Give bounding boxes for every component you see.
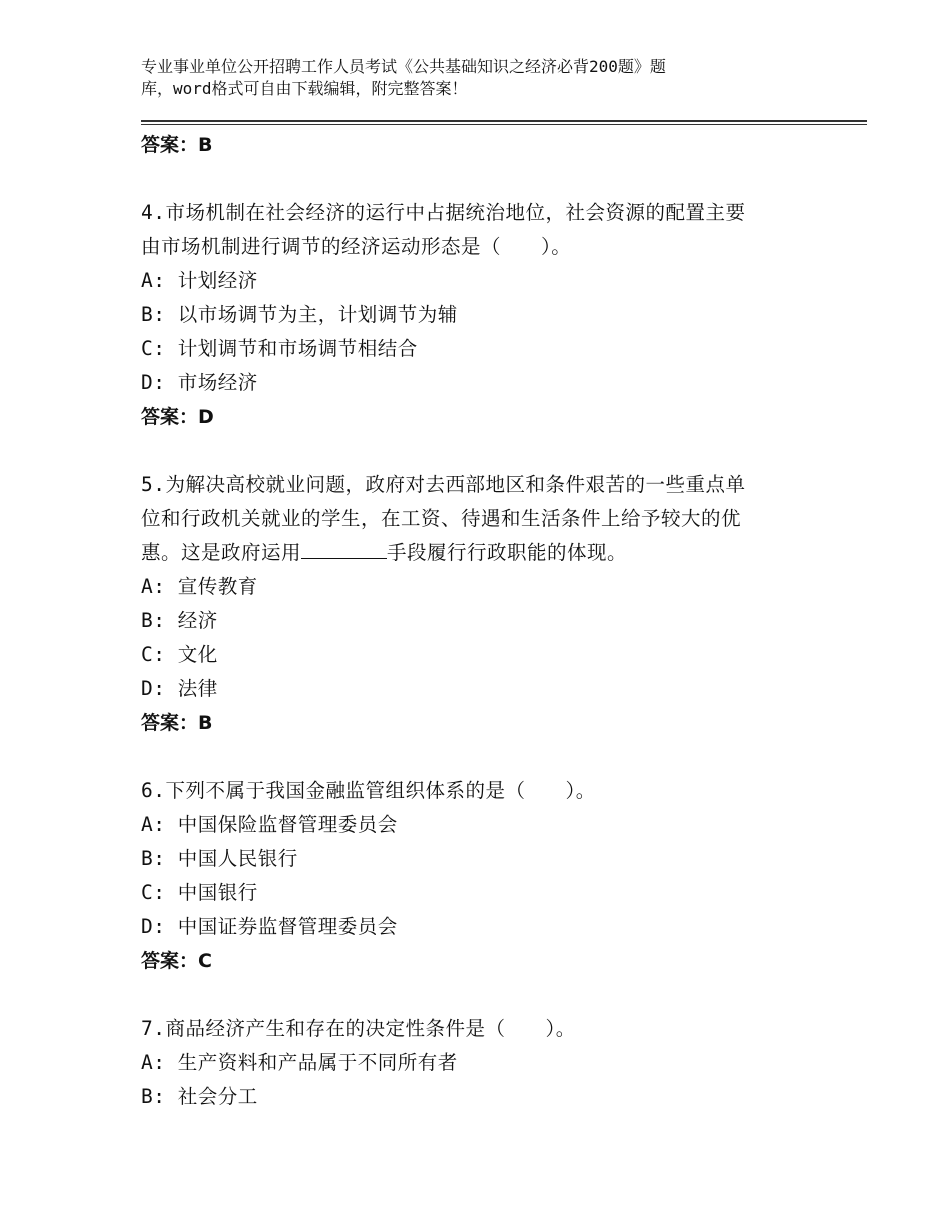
answer: 答案：B xyxy=(141,712,213,734)
option-b: B: 经济 xyxy=(141,609,218,632)
option-b: B: 社会分工 xyxy=(141,1085,258,1108)
header-line-2: 库，word格式可自由下载编辑，附完整答案！ xyxy=(141,79,468,98)
question-7 xyxy=(141,1012,841,1114)
option-a: A: 生产资料和产品属于不同所有者 xyxy=(141,1051,458,1074)
option-d: D: 市场经济 xyxy=(141,371,258,394)
document-header xyxy=(141,56,781,100)
header-rule-thin xyxy=(141,124,867,125)
answer: 答案：C xyxy=(141,950,212,972)
option-b: B: 中国人民银行 xyxy=(141,847,298,870)
option-c: C: 文化 xyxy=(141,643,218,666)
header-line-1: 专业事业单位公开招聘工作人员考试《公共基础知识之经济必背200题》题 xyxy=(141,57,666,76)
question-stem: 4.市场机制在社会经济的运行中占据统治地位，社会资源的配置主要 xyxy=(141,201,746,224)
question-stem: 由市场机制进行调节的经济运动形态是（ ）。 xyxy=(141,235,572,258)
question-stem: 5.为解决高校就业问题，政府对去西部地区和条件艰苦的一些重点单 xyxy=(141,473,746,496)
header-rule xyxy=(141,120,867,122)
answer: 答案：D xyxy=(141,406,214,428)
question-stem: 7.商品经济产生和存在的决定性条件是（ ）。 xyxy=(141,1017,576,1040)
option-c: C: 中国银行 xyxy=(141,881,258,904)
question-list xyxy=(141,128,841,1114)
option-a: A: 宣传教育 xyxy=(141,575,258,598)
question-6 xyxy=(141,774,841,978)
stem-part: 手段履行行政职能的体现。 xyxy=(387,541,628,564)
question-stem: 位和行政机关就业的学生，在工资、待遇和生活条件上给予较大的优 xyxy=(141,507,742,530)
fill-blank xyxy=(301,538,387,559)
option-d: D: 中国证券监督管理委员会 xyxy=(141,915,398,938)
question-5 xyxy=(141,468,841,740)
option-a: A: 计划经济 xyxy=(141,269,258,292)
question-stem: 6.下列不属于我国金融监管组织体系的是（ ）。 xyxy=(141,779,596,802)
option-c: C: 计划调节和市场调节相结合 xyxy=(141,337,418,360)
stem-part: 惠。这是政府运用 xyxy=(141,541,302,564)
option-d: D: 法律 xyxy=(141,677,218,700)
option-b: B: 以市场调节为主，计划调节为辅 xyxy=(141,303,458,326)
option-a: A: 中国保险监督管理委员会 xyxy=(141,813,398,836)
previous-answer: 答案：B xyxy=(141,134,213,156)
question-stem-with-blank xyxy=(141,536,841,570)
question-4 xyxy=(141,196,841,434)
